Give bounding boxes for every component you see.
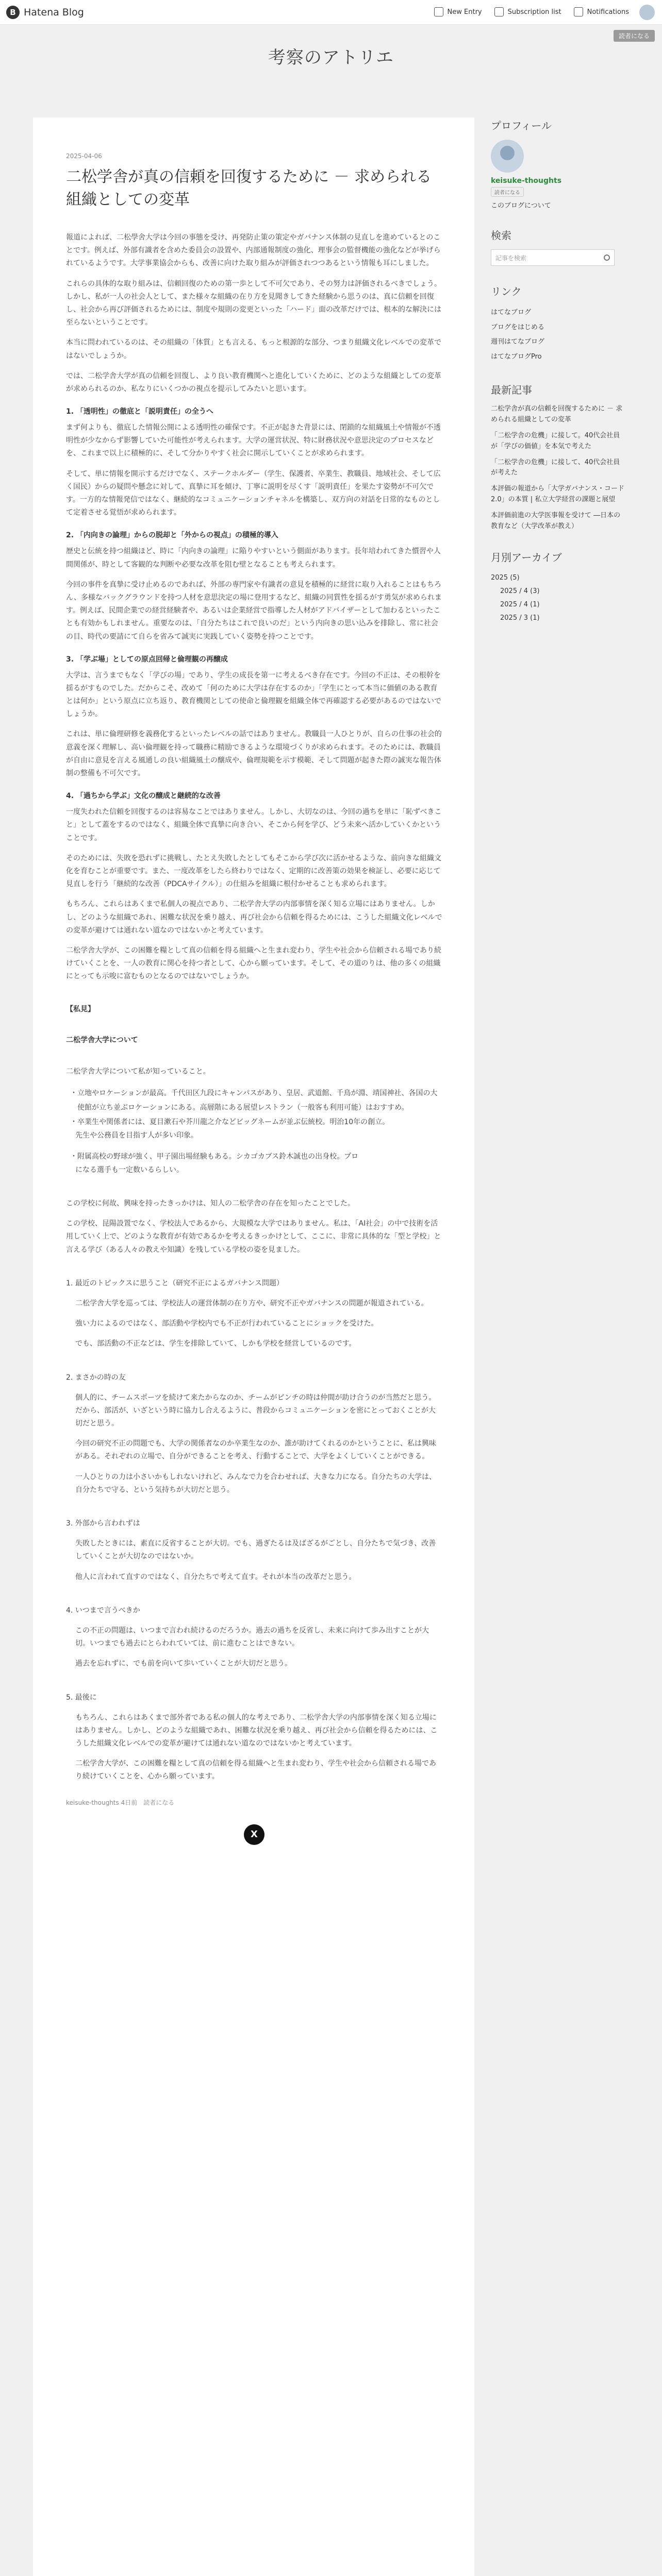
subscribe-badge[interactable]: 読者になる: [614, 30, 655, 42]
section-heading: 2. 「内向きの論理」からの脱却と「外からの視点」の積極的導入: [66, 531, 278, 540]
search-icon[interactable]: [604, 255, 610, 261]
topic-line: 一人ひとりの力は小さいかもしれないけれど、みんなで力を合わせれば、大きな力になる。自分たちの大学は、自分たちで守る、という気持ちが大切だと思う。: [75, 1472, 436, 1494]
search-heading: 検索: [491, 229, 511, 242]
section-paragraph: そのためには、失敗を恐れずに挑戦し、たとえ失敗したとしてもそこから学び次に活かせるような、前向きな組織文化を育むことが重要です。また、一度改革をしたら終わりではなく、定期的に改善策の効果を検証し、必要に応じて見直しを行う「継続的な改善（PDCAサイクル）」の仕組みを組織に根付かせることも求められます。: [66, 854, 441, 889]
top-links: [434, 7, 629, 16]
article-footer-meta[interactable]: keisuke-thoughts 4日前 読者になる: [66, 1799, 175, 1806]
sidebar-link[interactable]: はてなブログ: [491, 309, 532, 316]
archive-month-link[interactable]: 2025 / 4 (1): [500, 601, 540, 609]
section-heading: 4. 「過ちから学ぶ」文化の醸成と継続的な改善: [66, 792, 221, 801]
sidebar-link[interactable]: ブログをはじめる: [491, 323, 545, 331]
user-avatar[interactable]: [639, 5, 655, 20]
about-heading: 二松学舎大学について: [66, 1036, 138, 1045]
notifications-link[interactable]: [574, 7, 629, 16]
recent-entry-link[interactable]: 「二松学舎の危機」に接して。40代会社員が「学びの価値」を本気で考えた: [491, 431, 620, 450]
topic-line: 今回の研究不正の問題でも、大学の関係者なのか卒業生なのか、誰が助けてくれるのかということに、私は興味がある。それぞれの立場で、自分ができることを考え、行動することで、大学をよくしていくことができる。: [75, 1439, 436, 1461]
topic-block: [66, 1277, 442, 1351]
topic-heading: 3. 外部から言われずは: [66, 1519, 140, 1528]
topic-line: 二松学舎大学を巡っては、学校法人の運営体制の在り方や、研究不正やガバナンスの問題が報道されている。: [75, 1299, 428, 1308]
section-paragraph: 二松学舎大学が、この困難を糧として真の信頼を得る組織へと生まれ変わり、学生や社会から信頼される場であり続けていくことを、一人の教育に関心を持つ者として、心から願っています。そして、その道のりは、他の多くの組織にとっても示唆に富むものとなるのではないでしょうか。: [66, 946, 441, 981]
sidebar-link[interactable]: はてなブログPro: [491, 352, 542, 361]
topic-line: 二松学舎大学が、この困難を糧として真の信頼を得る組織へと生まれ変わり、学生や社会から信頼される場であり続けていくことを、心から願っています。: [75, 1759, 436, 1781]
subscribe-badge[interactable]: 読者になる: [491, 187, 524, 197]
topic-heading: 4. いつまで言うべきか: [66, 1606, 140, 1615]
about-paragraph: この学校、昆陽設置でなく、学校法人であるから、大規模な大学ではありません。私は、「AI社会」の中で技術を活用していく上で、どのような教育が有効であるかを考えるきっかけとして、ここに、非常に具体的な「型と学校」と言える学び（ある人々の教えや知識）を残している学校の姿を見ました。: [66, 1219, 441, 1254]
topic-line: 個人的に、チームスポーツを続けて来たからなのか、チームがピンチの時は仲間が助け合うのが当然だと思う。だから、部活が、いざという時に協力し合えるように、普段からコミュニケーションを密にとっておくことが大切だと思う。: [75, 1393, 436, 1428]
bell-icon: [574, 7, 583, 16]
search-module: [491, 227, 625, 266]
section-paragraph: 今回の事件を真摯に受け止めるのであれば、外部の専門家や有識者の意見を積極的に経営に取り入れることはもちろん、多様なバックグラウンドを持つ人材を意思決定の場に登用するなど、組織の同質性を揺るがす勇気が求められます。例えば、民間企業での経営経験者や、あるいは企業経営で指導した人材がアドバイザーとして加わるといったことも有効かもしれません。重要なのは、「自分たちはこれで良いのだ」という内向きの思い込みを排除し、常に社会の目、時代の要請にて自らを省みて誠実に実践していく姿勢を持つことです。: [66, 580, 442, 641]
sidebar-link[interactable]: 週刊はてなブログ: [491, 338, 545, 346]
about-list-2: [66, 1149, 442, 1164]
recent-entry-link[interactable]: 本評価前進の大学医事報を受けて ―日本の教育など（大学改革が教え）: [491, 511, 621, 530]
subscription-list-label: Subscription list: [507, 8, 561, 16]
blog-title[interactable]: 考察のアトリエ: [268, 47, 394, 68]
links-heading: リンク: [491, 285, 522, 298]
sidebar: [491, 117, 625, 642]
article: [66, 152, 442, 1845]
intro-paragraph: 報道によれば、二松學舍大学は今回の事態を受け、再発防止策の策定やガバナンス体制の見直しを進めているとのことです。例えば、外部有識者を含めた委員会の設置や、内部通報制度の強化、理事会の監督機能の強化などが挙げられているようです。大学事業協会からも、改善に向けた取り組みが評価されつつあるという情報も耳にしました。: [66, 233, 441, 268]
about-list: [66, 1086, 442, 1129]
recent-heading: 最新記事: [491, 384, 532, 397]
profile-heading: プロフィール: [491, 120, 552, 132]
section-heading: 3. 「学ぶ場」としての原点回帰と倫理観の再醸成: [66, 655, 228, 664]
about-line: になる選手も一定数いるらしい。: [75, 1165, 184, 1174]
topic-block: [66, 1517, 442, 1584]
topic-line: この不正の問題は、いつまで言われ続けるのだろうか。過去の過ちを反省し、未来に向けて歩み出すことが大切。いつまでも過去にとらわれていては、前に進むことはできない。: [75, 1626, 429, 1648]
list-item: ・ 附属高校の野球が強く、甲子園出場経験もある。シカゴカブス鈴木誠也の出身校。プロ: [77, 1149, 442, 1164]
share-x-button[interactable]: X: [244, 1824, 264, 1845]
topic-line: 失敗したときには、素直に反省することが大切。でも、過ぎたるは及ばざるがごとし、自分たちで気づき、改善していくことが大切なのではないか。: [75, 1539, 436, 1561]
pencil-icon: [434, 7, 443, 16]
about-lead: 二松学舎大学について私が知っていること。: [66, 1067, 210, 1076]
profile-name[interactable]: keisuke-thoughts: [491, 177, 562, 185]
topic-block: [66, 1371, 442, 1497]
intro-paragraph: 本当に問われているのは、その組織の「体質」とも言える、もっと根源的な部分、つまり組織文化レベルでの変革ではないでしょうか。: [66, 338, 441, 360]
about-paragraph: この学校に何故、興味を持ったきっかけは、知人の二松学舎の存在を知ったことでした。: [66, 1199, 355, 1208]
new-entry-label: New Entry: [447, 8, 482, 16]
archive-month-link[interactable]: 2025 / 4 (3): [500, 587, 540, 596]
topic-line: でも、部活動の不正などは、学生を排除していて、しかも学校を経営しているのです。: [75, 1340, 356, 1348]
topic-heading: 5. 最後に: [66, 1693, 97, 1702]
topic-block: [66, 1691, 442, 1784]
article-title[interactable]: 二松学舎が真の信頼を回復するために － 求められる組織としての変革: [66, 168, 432, 209]
topic-block: [66, 1604, 442, 1671]
section-paragraph: 一度失われた信頼を回復するのは容易なことではありません。しかし、大切なのは、今回の過ちを単に「恥ずべきこと」として蓋をするのではなく、組織全体で真摯に向き合い、そこから何を学び、どう未来へ活かしていくかということです。: [66, 808, 442, 842]
topic-line: もちろん、これらはあくまで部外者である私の個人的な考えであり、二松学舎大学の内部事情を深く知る立場にはありません。しかし、どのような組織であれ、困難な状況を乗り越え、再び社会から信頼を得るためには、こうした組織文化レベルでの変革が避けては通れない道なのではないかと考えています。: [75, 1713, 438, 1748]
topic-heading: 2. まさかの時の友: [66, 1373, 126, 1382]
section-paragraph: 歴史と伝統を持つ組織ほど、時に「内向きの論理」に陥りやすいという側面があります。長年培われてきた慣習や人間関係が、時として客観的な判断や必要な改革を阻む壁となることも考えられます。: [66, 547, 441, 569]
recent-entry-link[interactable]: 「二松学舎の危機」に接して、40代会社員が考えた: [491, 458, 620, 477]
topic-line: 強い力によるのではなく、部活動や学校内でも不正が行われていることにショックを受けた。: [75, 1319, 378, 1328]
top-bar: [0, 0, 662, 25]
topic-heading: 1. 最近のトピックスに思うこと（研究不正によるガバナンス問題）: [66, 1279, 284, 1287]
hatena-logo-icon: B: [6, 6, 20, 19]
notifications-label: Notifications: [587, 8, 629, 16]
section-paragraph: もちろん、これらはあくまで私個人の視点であり、二松学舎大学の内部事情を深く知る立場にはありません。しかし、どのような組織であれ、困難な状況を乗り越え、再び社会から信頼を得るためには、こうした組織文化レベルでの変革が避けては通れない道なのではないかと考えています。: [66, 900, 442, 935]
list-item: ・ 立地やロケーションが最高。千代田区九段にキャンパスがあり、皇居、武道館、千鳥が淵、靖国神社、各国の大使館が立ち並ぶロケーションにある。高層階にある展望レストラン（一般客も利用可能）はおすすめ。: [77, 1086, 442, 1115]
archive-module: [491, 549, 625, 625]
archive-month-link[interactable]: 2025 / 3 (1): [500, 614, 540, 622]
profile-module: [491, 117, 625, 210]
search-placeholder: 記事を検索: [495, 254, 527, 262]
about-blog-link[interactable]: このブログについて: [491, 202, 551, 210]
main-content: [33, 117, 474, 2576]
section-heading: 1. 「透明性」の徹底と「説明責任」の全うへ: [66, 408, 213, 416]
archive-heading: 月別アーカイブ: [491, 551, 562, 564]
article-date[interactable]: 2025-04-06: [66, 152, 102, 160]
list-icon: [494, 7, 504, 16]
subscription-list-link[interactable]: [494, 7, 561, 16]
section-paragraph: まず何よりも、徹底した情報公開による透明性の確保です。不正が起きた背景には、閉鎖的な組織風土や情報が不透明性が少なからず影響していた可能性が考えられます。大学の運営状況、特に財務状況や意思決定のプロセスなどを、これまで以上に積極的に、そして分かりやすく社会に開示していくことが求められます。: [66, 423, 441, 458]
search-input[interactable]: [491, 249, 615, 266]
brand[interactable]: [6, 6, 84, 19]
intro-paragraph: これらの具体的な取り組みは、信頼回復のための第一歩として不可欠であり、その努力は評価されるべきでしょう。しかし、私が一人の社会人として、また様々な組織の在り方を見聞きしてきた経験から思うのは、真に信頼を回復し、社会から再び評価されるためには、制度や規則の変更といった「ハード」面の改革だけでは、根本的な解決には至らないということです。: [66, 279, 441, 327]
recent-entry-link[interactable]: 本評価の報道から「大学ガバナンス・コード2.0」の本質 | 私立大学経営の課題と展望: [491, 485, 624, 503]
archive-year-toggle[interactable]: 2025 (5): [491, 574, 520, 582]
about-line: 先生や公務員を目指す人が多い印象。: [75, 1131, 198, 1140]
topic-line: 過去を忘れずに、でも前を向いて歩いていくことが大切だと思う。: [75, 1659, 292, 1668]
section-paragraph: 大学は、言うまでもなく「学びの場」であり、学生の成長を第一に考えるべき存在です。今回の不正は、その根幹を揺るがすものでした。だからこそ、改めて「何のために大学は存在するのか」「学生にとって本当に価値のある教育とは何か」という原点に立ち返り、教育機関としての使命と倫理観を組織全体で再確認する必要があるのではないでしょうか。: [66, 671, 441, 719]
section-paragraph: そして、単に情報を開示するだけでなく、ステークホルダー（学生、保護者、卒業生、教職員、地域社会、そして広く国民）からの疑問や懸念に対して、真摯に耳を傾け、丁寧に説明を尽くす「説明責任」を果たす姿勢が不可欠です。一方的な情報発信ではなく、継続的なコミュニケーションチャネルを構築し、双方向の対話を日常的なものとして定着させる覚悟が求められます。: [66, 469, 441, 517]
links-module: [491, 283, 625, 364]
list-item: ・ 卒業生や関係者には、夏目漱石や芥川龍之介などビッグネームが並ぶ伝統校。明治10年の創立。: [77, 1115, 442, 1129]
topic-line: 他人に言われて直すのではなく、自分たちで考えて直す。それが本当の改革だと思う。: [75, 1572, 356, 1581]
opinion-mark: 【私見】: [66, 1005, 95, 1014]
section-paragraph: これは、単に倫理研修を義務化するといったレベルの話ではありません。教職員一人ひとりが、自らの仕事の社会的意義を深く理解し、高い倫理観を持って職務に精励できるような環境づくりが求められます。そのためには、教職員が自由に意見を言える風通しの良い組織風土の醸成や、倫理規範を示す模範、そして問題が起きた際の誠実な報告体制の整備も不可欠です。: [66, 730, 442, 777]
brand-name: Hatena Blog: [24, 7, 84, 18]
recent-entry-link[interactable]: 二松学舎が真の信頼を回復するために － 求められる組織としての変革: [491, 405, 623, 424]
recent-module: [491, 382, 625, 532]
profile-avatar[interactable]: [491, 140, 524, 173]
new-entry-link[interactable]: [434, 7, 482, 16]
intro-paragraph: では、二松学舎大学が真の信頼を回復し、より良い教育機関へと進化していくために、どのような組織としての変革が求められるのか、私なりにいくつかの視点を提示してみたいと思います。: [66, 371, 441, 393]
